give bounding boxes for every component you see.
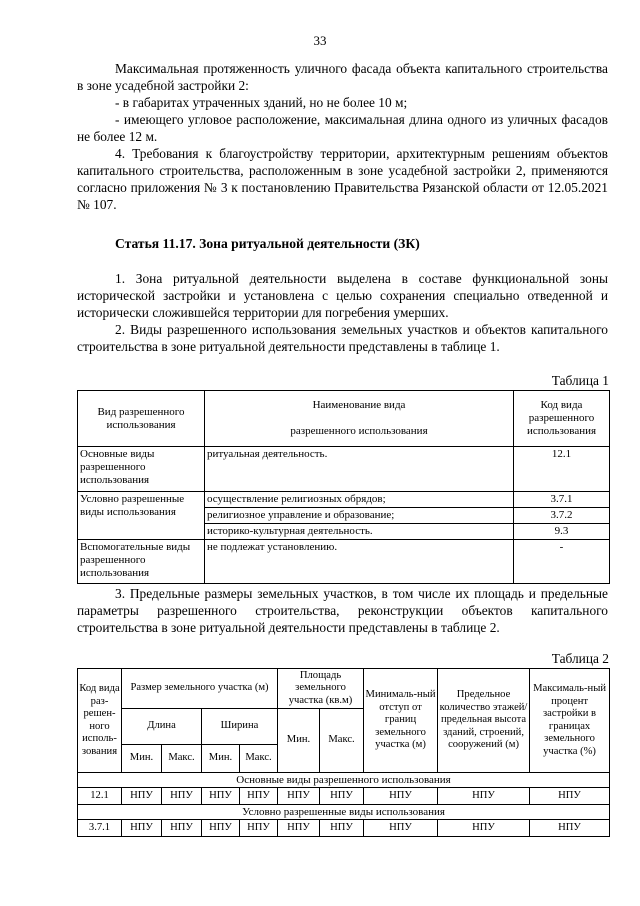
value-cell: НПУ <box>122 788 162 805</box>
header-line: Наименование вида <box>312 399 406 411</box>
paragraph: 4. Требования к благоустройству территории, архитектурным решениям объектов капитального строительства, расположенным в зоне усадебной застройки 2, применяются согласно приложения № 3 к постановлению Правительства Рязанской области от 12.05.2021 № 107. <box>77 146 608 212</box>
code-cell: 3.7.1 <box>514 492 610 508</box>
table-1 <box>77 390 610 584</box>
type-cell: Основные виды разрешенного использования <box>78 447 205 492</box>
value-cell: НПУ <box>162 788 202 805</box>
table-2 <box>77 668 610 837</box>
header-line: разрешенного использования <box>290 425 428 437</box>
header-cell: Вид разрешенного использования <box>78 391 205 447</box>
table1-caption: Таблица 1 <box>551 373 609 388</box>
value-cell: НПУ <box>320 788 364 805</box>
header-cell: Максималь-ный процент застройки в границах земельного участка (%) <box>530 669 610 773</box>
table2-caption: Таблица 2 <box>551 651 609 666</box>
code-cell: 12.1 <box>514 447 610 492</box>
name-cell: не подлежат установлению. <box>205 540 514 584</box>
header-cell: Мин. <box>122 745 162 773</box>
type-cell: Вспомогательные виды разрешенного использования <box>78 540 205 584</box>
value-cell: НПУ <box>278 820 320 837</box>
paragraph: Максимальная протяженность уличного фасада объекта капитального строительства в зоне усадебной застройки 2: <box>77 61 608 93</box>
header-cell: Мин. <box>202 745 240 773</box>
value-cell: НПУ <box>320 820 364 837</box>
name-cell: осуществление религиозных обрядов; <box>205 492 514 508</box>
section-title: Основные виды разрешенного использования <box>78 773 610 788</box>
value-cell: НПУ <box>278 788 320 805</box>
header-cell: Макс. <box>240 745 278 773</box>
name-cell: ритуальная деятельность. <box>205 447 514 492</box>
section-row <box>78 773 610 788</box>
table-row <box>78 788 610 805</box>
code-cell: 9.3 <box>514 524 610 540</box>
value-cell: НПУ <box>202 788 240 805</box>
code-cell: 3.7.1 <box>78 820 122 837</box>
value-cell: НПУ <box>438 820 530 837</box>
header-cell: Макс. <box>320 709 364 773</box>
header-cell: Минималь-ный отступ от границ земельного участка (м) <box>364 669 438 773</box>
value-cell: НПУ <box>122 820 162 837</box>
header-cell: Площадь земельного участка (кв.м) <box>278 669 364 709</box>
value-cell: НПУ <box>162 820 202 837</box>
table-row <box>78 447 610 492</box>
value-cell: НПУ <box>240 788 278 805</box>
paragraph: 2. Виды разрешенного использования земельных участков и объектов капитального строительства в зоне ритуальной деятельности представлены в таблице 1. <box>77 322 608 354</box>
value-cell: НПУ <box>438 788 530 805</box>
article-paragraphs <box>77 270 608 355</box>
paragraph: 1. Зона ритуальной деятельности выделена в составе функциональной зоны исторической застройки и установлена с целью сохранения специально отведенной и исторически сложившейся территории для погребения умерших. <box>77 271 608 320</box>
table-header-row <box>78 391 610 447</box>
value-cell: НПУ <box>202 820 240 837</box>
paragraph: - в габаритах утраченных зданий, но не более 10 м; <box>115 95 408 110</box>
table-header-row <box>78 669 610 709</box>
table-row <box>78 820 610 837</box>
type-cell: Условно разрешенные виды использования <box>78 492 205 540</box>
section-row <box>78 805 610 820</box>
header-cell: Код вида раз-решен-ного исполь-зования <box>78 669 122 773</box>
value-cell: НПУ <box>530 788 610 805</box>
header-cell: Мин. <box>278 709 320 773</box>
table-row <box>78 492 610 508</box>
header-cell: Макс. <box>162 745 202 773</box>
header-cell: Длина <box>122 709 202 745</box>
paragraph-3-block <box>77 585 608 636</box>
paragraph: 3. Предельные размеры земельных участков, в том числе их площадь и предельные параметры разрешенного строительства, реконструкции объектов капитального строительства в зоне ритуальной деятельности представлены в таблице 2. <box>77 586 608 635</box>
header-cell: Код вида разрешенного использования <box>514 391 610 447</box>
name-cell: религиозное управление и образование; <box>205 508 514 524</box>
table-row <box>78 540 610 584</box>
code-cell: - <box>514 540 610 584</box>
paragraph: - имеющего угловое расположение, максимальная длина одного из уличных фасадов не более 12 м. <box>77 112 608 144</box>
code-cell: 12.1 <box>78 788 122 805</box>
article-heading: Статья 11.17. Зона ритуальной деятельности (ЗК) <box>115 236 420 251</box>
intro-paragraphs <box>77 60 608 213</box>
code-cell: 3.7.2 <box>514 508 610 524</box>
value-cell: НПУ <box>530 820 610 837</box>
value-cell: НПУ <box>364 788 438 805</box>
header-cell: Ширина <box>202 709 278 745</box>
section-title: Условно разрешенные виды использования <box>78 805 610 820</box>
header-cell: Размер земельного участка (м) <box>122 669 278 709</box>
value-cell: НПУ <box>364 820 438 837</box>
value-cell: НПУ <box>240 820 278 837</box>
name-cell: историко-культурная деятельность. <box>205 524 514 540</box>
header-cell: Предельное количество этажей/ предельная высота зданий, строений, сооружений (м) <box>438 669 530 773</box>
page-number: 33 <box>313 33 327 48</box>
header-cell <box>205 391 514 447</box>
